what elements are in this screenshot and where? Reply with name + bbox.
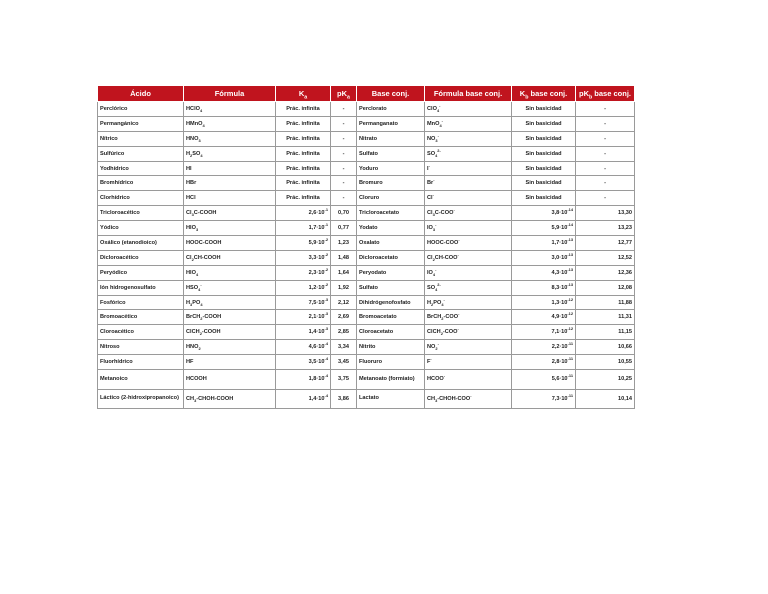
pkb-value: - [576,131,635,146]
acid-name: Nitroso [98,340,184,355]
ka-value: Prác. infinita [276,176,331,191]
pkb-value: - [576,146,635,161]
ka-value: $7,5\cdot 10^{-3}$ [276,295,331,310]
kb-value: $1,7\cdot 10^{-13}$ [512,236,576,251]
conjugate-base-name: Bromuro [357,176,425,191]
acid-formula: $Cl_3C$-COOH [184,206,276,221]
acid-formula: $H_2SO_4$ [184,146,276,161]
table-body [98,102,635,409]
ka-value: $2,3\cdot 10^{-2}$ [276,265,331,280]
conjugate-base-formula: F- [425,355,512,370]
acid-formula: HCOOH [184,370,276,390]
acid-name: Ión hidrogenosulfato [98,280,184,295]
pkb-value: 10,55 [576,355,635,370]
table-row [98,280,635,295]
table-row [98,236,635,251]
kb-value: Sin basicidad [512,131,576,146]
ka-value: $1,2\cdot 10^{-2}$ [276,280,331,295]
acid-formula: BrCH$_2$-COOH [184,310,276,325]
conjugate-base-formula: ClO$_4$- [425,102,512,117]
conjugate-base-name: Perclorato [357,102,425,117]
table-row [98,250,635,265]
pka-value: - [331,116,357,131]
acid-formula: $HNO_2$ [184,340,276,355]
conjugate-base-name: Sulfato [357,280,425,295]
pka-value: 3,75 [331,370,357,390]
acid-name: Cloroacético [98,325,184,340]
header-conjugate-base: Base conj. [357,86,425,102]
ka-value: $5,9\cdot 10^{-2}$ [276,236,331,251]
kb-value: $2,8\cdot 10^{-11}$ [512,355,576,370]
conjugate-base-name: Permanganato [357,116,425,131]
ka-value: Prác. infinita [276,161,331,176]
table-row [98,355,635,370]
ka-value: $1,7\cdot 10^{-1}$ [276,221,331,236]
ka-value: Prác. infinita [276,116,331,131]
conjugate-base-formula: Cl- [425,191,512,206]
header-acid: Ácido [98,86,184,102]
pkb-value: 11,88 [576,295,635,310]
table-row [98,325,635,340]
conjugate-base-formula: $CH_3-CHOH-COO^-$ [425,389,512,409]
acid-name: Tricloroacético [98,206,184,221]
pka-value: 3,34 [331,340,357,355]
ka-value: $1,4\cdot 10^{-4}$ [276,389,331,409]
pka-value: 0,77 [331,221,357,236]
conjugate-base-formula: $NO_2^-$ [425,340,512,355]
conjugate-base-name: Nitrato [357,131,425,146]
conjugate-base-name: Oxalato [357,236,425,251]
table-row [98,310,635,325]
acid-formula: $HIO_3$ [184,221,276,236]
pka-value: 1,64 [331,265,357,280]
ka-value: $1,8\cdot 10^{-4}$ [276,370,331,390]
table-row [98,295,635,310]
pkb-value: - [576,102,635,117]
conjugate-base-name: Peryodato [357,265,425,280]
acid-formula: $H_3PO_4$ [184,295,276,310]
conjugate-base-name: Bromoacetato [357,310,425,325]
kb-value: Sin basicidad [512,161,576,176]
acid-name: Yódico [98,221,184,236]
header-pkb: $pK_b$ base conj. [576,86,635,102]
acid-name: Fluorhídrico [98,355,184,370]
kb-value: $7,3\cdot 10^{-11}$ [512,389,576,409]
conjugate-base-name: Dicloroacetato [357,250,425,265]
pkb-value: 10,25 [576,370,635,390]
acid-formula: HCl [184,191,276,206]
acid-formula: ClCH$_2$-COOH [184,325,276,340]
conjugate-base-name: Nitrito [357,340,425,355]
conjugate-base-formula: $Cl_2CH-COO^-$ [425,250,512,265]
conjugate-base-name: Cloroacetato [357,325,425,340]
acid-formula: HOOC-COOH [184,236,276,251]
kb-value: $3,0\cdot 10^{-13}$ [512,250,576,265]
conjugate-base-formula: HCOO- [425,370,512,390]
ka-value: $4,6\cdot 10^{-4}$ [276,340,331,355]
conjugate-base-formula: Br- [425,176,512,191]
table-row [98,265,635,280]
acid-name: Láctico (2-hidroxipropanoico) [98,389,184,409]
ka-value: $1,4\cdot 10^{-3}$ [276,325,331,340]
acid-formula: $HIO_4$ [184,265,276,280]
conjugate-base-formula: $IO_3^-$ [425,221,512,236]
conjugate-base-formula: $H_2PO_4^-$ [425,295,512,310]
kb-value: Sin basicidad [512,191,576,206]
acid-formula: HClO$_4$ [184,102,276,117]
pka-value: 2,69 [331,310,357,325]
header-formula: Fórmula [184,86,276,102]
table-row [98,176,635,191]
pka-value: - [331,161,357,176]
ka-value: $2,6\cdot 10^{-1}$ [276,206,331,221]
acid-name: Yodhídrico [98,161,184,176]
pkb-value: - [576,191,635,206]
conjugate-base-formula: I- [425,161,512,176]
conjugate-base-formula: $NO_3^-$ [425,131,512,146]
acid-formula: HI [184,161,276,176]
ka-value: Prác. infinita [276,102,331,117]
conjugate-base-name: Yoduro [357,161,425,176]
kb-value: $3,8\cdot 10^{-14}$ [512,206,576,221]
acid-name: Oxálico (etanodioico) [98,236,184,251]
pka-value: 1,23 [331,236,357,251]
conjugate-base-formula: ClCH$_2$-COO- [425,325,512,340]
acid-formula: $Cl_2CH$-COOH [184,250,276,265]
header-pka: $pK_a$ [331,86,357,102]
conjugate-base-formula: MnO$_4$- [425,116,512,131]
acid-name: Bromhídrico [98,176,184,191]
pka-value: 3,45 [331,355,357,370]
pkb-value: 13,23 [576,221,635,236]
table-row [98,370,635,390]
kb-value: $4,3\cdot 10^{-13}$ [512,265,576,280]
ka-value: Prác. infinita [276,191,331,206]
acid-formula: HF [184,355,276,370]
kb-value: Sin basicidad [512,102,576,117]
kb-value: Sin basicidad [512,146,576,161]
kb-value: $1,3\cdot 10^{-12}$ [512,295,576,310]
acid-formula: HBr [184,176,276,191]
pkb-value: 12,36 [576,265,635,280]
table-row [98,389,635,409]
pka-value: 2,12 [331,295,357,310]
conjugate-base-name: Dihidrógenofosfato [357,295,425,310]
table-row [98,340,635,355]
acid-name: Nítrico [98,131,184,146]
pka-value: - [331,176,357,191]
header-kb: $K_b$ base conj. [512,86,576,102]
ka-value: $3,3\cdot 10^{-2}$ [276,250,331,265]
pka-value: - [331,102,357,117]
kb-value: $2,2\cdot 10^{-11}$ [512,340,576,355]
pka-value: - [331,131,357,146]
kb-value: $8,3\cdot 10^{-13}$ [512,280,576,295]
pka-value: - [331,191,357,206]
pkb-value: 12,08 [576,280,635,295]
pka-value: 0,70 [331,206,357,221]
acid-name: Dicloroacético [98,250,184,265]
acid-name: Sulfúrico [98,146,184,161]
table-row [98,102,635,117]
pkb-value: 11,31 [576,310,635,325]
conjugate-base-name: Fluoruro [357,355,425,370]
kb-value: $5,9\cdot 10^{-14}$ [512,221,576,236]
conjugate-base-formula: $SO_4^{2-}$ [425,146,512,161]
conjugate-base-name: Lactato [357,389,425,409]
acid-formula: $CH_3-CHOH$-COOH [184,389,276,409]
table-row [98,191,635,206]
acid-formula: HMnO$_4$ [184,116,276,131]
pkb-value: - [576,161,635,176]
pka-value: 3,86 [331,389,357,409]
acid-formula: $HSO_4^-$ [184,280,276,295]
table-row [98,161,635,176]
conjugate-base-name: Tricloroacetato [357,206,425,221]
ka-value: Prác. infinita [276,146,331,161]
pkb-value: - [576,116,635,131]
acid-name: Perclórico [98,102,184,117]
acid-name: Peryódico [98,265,184,280]
acid-name: Bromoacético [98,310,184,325]
pkb-value: 12,52 [576,250,635,265]
table-row [98,206,635,221]
acid-name: Clorhídrico [98,191,184,206]
pka-value: - [331,146,357,161]
pkb-value: 12,77 [576,236,635,251]
table-row [98,221,635,236]
kb-value: $7,1\cdot 10^{-12}$ [512,325,576,340]
header-conjugate-base-formula: Fórmula base conj. [425,86,512,102]
pkb-value: 10,14 [576,389,635,409]
pka-value: 1,92 [331,280,357,295]
conjugate-base-formula: HOOC-COO- [425,236,512,251]
conjugate-base-name: Metanoato (formiato) [357,370,425,390]
acid-table [97,85,635,409]
conjugate-base-name: Yodato [357,221,425,236]
table-row [98,146,635,161]
acid-name: Metanoico [98,370,184,390]
acid-name: Permangánico [98,116,184,131]
pkb-value: 10,66 [576,340,635,355]
conjugate-base-formula: $IO_4^-$ [425,265,512,280]
conjugate-base-formula: $SO_4^{2-}$ [425,280,512,295]
acid-name: Fosfórico [98,295,184,310]
ka-value: $2,1\cdot 10^{-3}$ [276,310,331,325]
acid-formula: $HNO_3$ [184,131,276,146]
table-row [98,116,635,131]
header-row [98,86,635,102]
conjugate-base-formula: BrCH$_2$-COO- [425,310,512,325]
ka-value: $3,5\cdot 10^{-4}$ [276,355,331,370]
conjugate-base-formula: $Cl_3C-COO^-$ [425,206,512,221]
pkb-value: - [576,176,635,191]
header-ka: $K_a$ [276,86,331,102]
kb-value: $4,9\cdot 10^{-12}$ [512,310,576,325]
pka-value: 2,85 [331,325,357,340]
conjugate-base-name: Cloruro [357,191,425,206]
conjugate-base-name: Sulfato [357,146,425,161]
pka-value: 1,48 [331,250,357,265]
ka-value: Prác. infinita [276,131,331,146]
pkb-value: 11,15 [576,325,635,340]
kb-value: Sin basicidad [512,116,576,131]
kb-value: Sin basicidad [512,176,576,191]
pkb-value: 13,30 [576,206,635,221]
table-row [98,131,635,146]
kb-value: $5,6\cdot 10^{-11}$ [512,370,576,390]
